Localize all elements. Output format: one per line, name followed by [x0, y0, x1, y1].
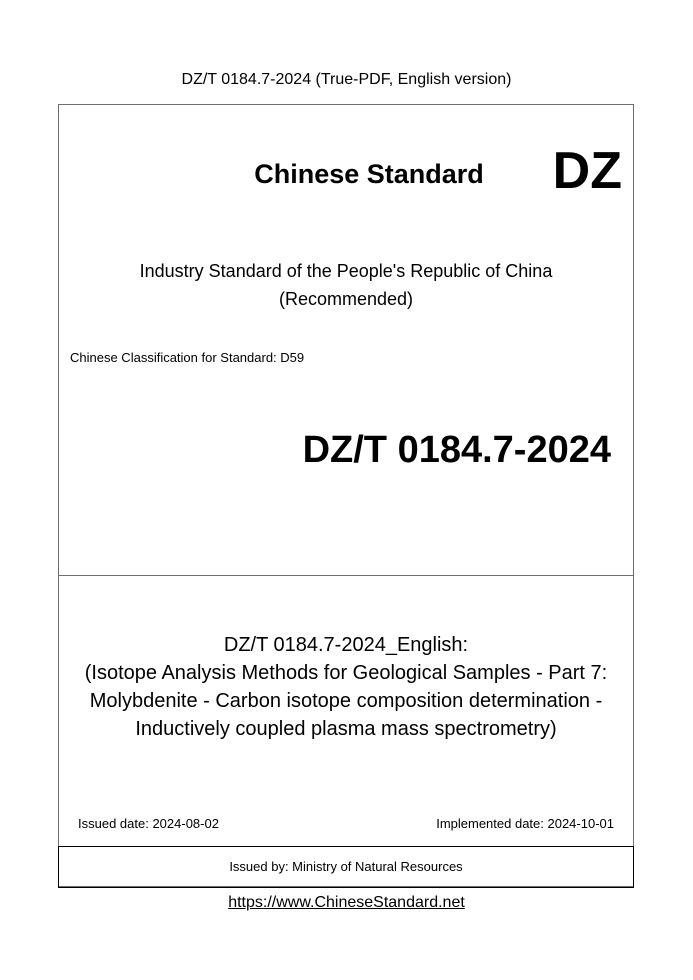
- document-header: DZ/T 0184.7-2024 (True-PDF, English version): [181, 71, 512, 88]
- cover-frame: [58, 104, 634, 887]
- title-line: Molybdenite - Carbon isotope composition determination -: [89, 690, 603, 712]
- issuer-box: [58, 846, 634, 888]
- title-line: DZ/T 0184.7-2024_English:: [223, 634, 469, 656]
- title-line: (Isotope Analysis Methods for Geological Samples - Part 7:: [84, 662, 608, 684]
- website-link[interactable]: https://www.ChineseStandard.net: [228, 894, 465, 911]
- implemented-date: Implemented date: 2024-10-01: [436, 816, 614, 831]
- standard-category-mark: DZ: [552, 142, 622, 200]
- recommended-label: (Recommended): [278, 289, 414, 309]
- section-divider: [59, 575, 633, 576]
- industry-standard-line: Industry Standard of the People's Republic of China: [139, 261, 553, 281]
- document-title: [59, 631, 633, 743]
- issuer-text: Issued by: Ministry of Natural Resources: [229, 859, 463, 874]
- cover-heading: Chinese Standard: [254, 159, 484, 189]
- footer: [0, 893, 693, 913]
- standard-number: DZ/T 0184.7-2024: [302, 429, 611, 471]
- issued-date: Issued date: 2024-08-02: [78, 816, 219, 831]
- classification-label: Chinese Classification for Standard: D59: [70, 350, 305, 365]
- title-line: Inductively coupled plasma mass spectrometry): [135, 718, 557, 740]
